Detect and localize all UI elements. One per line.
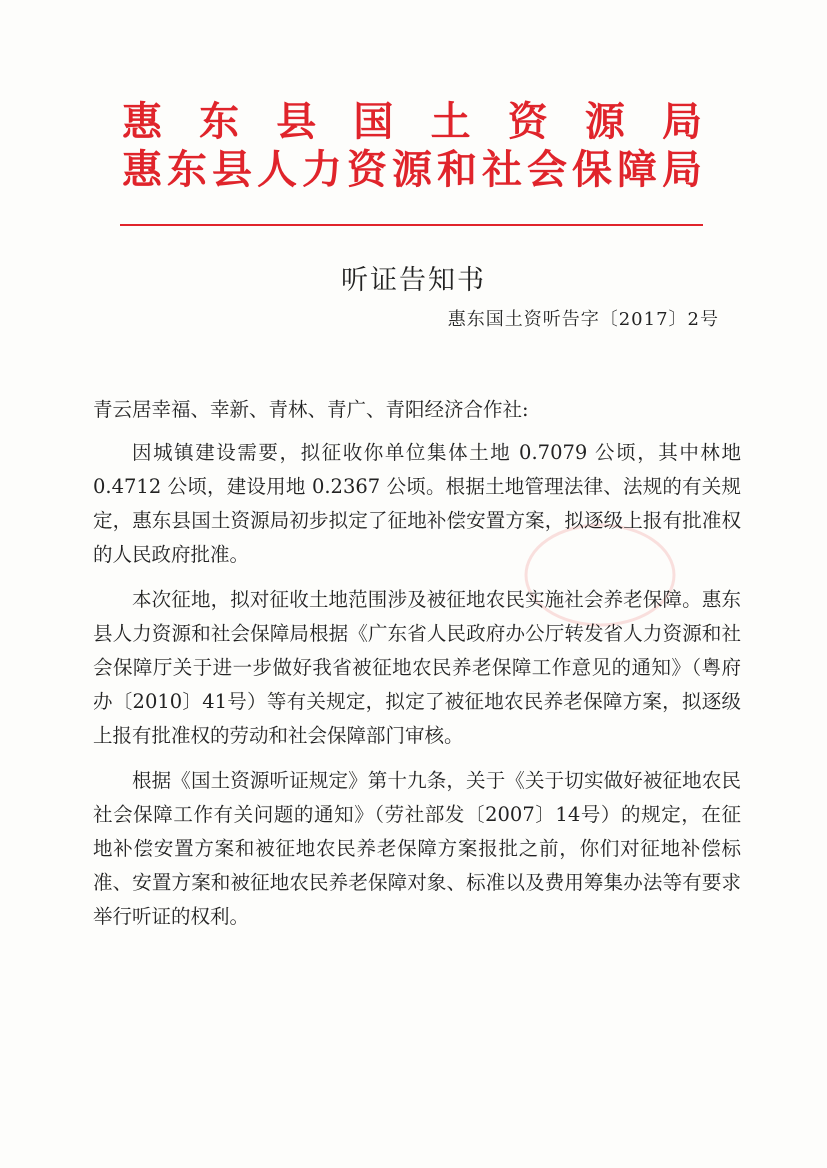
header-char: 资 [347, 146, 387, 193]
header-char: 社 [482, 146, 522, 193]
header-char: 会 [527, 146, 567, 193]
body-paragraph: 因城镇建设需要，拟征收你单位集体土地 0.7079 公顷，其中林地 0.4712 公顷，建设用地 0.2367 公顷。根据土地管理法律、法规的有关规定，惠东县国土资源局初步拟定了征地补偿安置方案，拟逐级上报有批准权的人民政府批准。 [93, 441, 741, 566]
header-char: 源 [392, 146, 432, 193]
header-char: 东 [199, 98, 240, 145]
header-char: 国 [353, 98, 394, 145]
header-char: 和 [437, 146, 477, 193]
header-line-hr-bureau [122, 146, 702, 193]
body-paragraph: 根据《国土资源听证规定》第十九条，关于《关于切实做好被征地农民社会保障工作有关问题的通知》（劳社部发〔2007〕14号）的规定，在征地补偿安置方案和被征地农民养老保障方案报批之前，你们对征地补偿标准、安置方案和被征地农民养老保障对象、标准以及费用筹集办法等有要求举行听证的权利。 [93, 769, 741, 928]
header-char: 人 [257, 146, 297, 193]
header-char: 资 [507, 98, 548, 145]
header-char: 局 [661, 98, 702, 145]
header-char: 局 [662, 146, 702, 193]
header-char: 保 [572, 146, 612, 193]
header-char: 土 [430, 98, 471, 145]
page-title: 听证告知书 [341, 265, 486, 296]
header-char: 县 [212, 146, 252, 193]
header-char: 力 [302, 146, 342, 193]
header-line-land-bureau [122, 98, 702, 145]
header-char: 县 [276, 98, 317, 145]
document-number: 惠东国土资听告字〔2017〕2号 [447, 309, 719, 330]
header-char: 惠 [122, 146, 162, 193]
header-char: 惠 [122, 98, 162, 145]
header-char: 东 [167, 146, 207, 193]
header-char: 源 [584, 98, 625, 145]
header-divider [120, 224, 703, 226]
body-paragraph: 本次征地，拟对征收土地范围涉及被征地农民实施社会养老保障。惠东县人力资源和社会保障局根据《广东省人民政府办公厅转发省人力资源和社会保障厅关于进一步做好我省被征地农民养老保障工作意见的通知》（粤府办〔2010〕41号）等有关规定，拟定了被征地农民养老保障方案，拟逐级上报有批准权的劳动和社会保障部门审核。 [93, 588, 741, 747]
addressee: 青云居幸福、幸新、青林、青广、青阳经济合作社: [93, 398, 529, 421]
header-char: 障 [617, 146, 657, 193]
document-body [93, 436, 741, 945]
